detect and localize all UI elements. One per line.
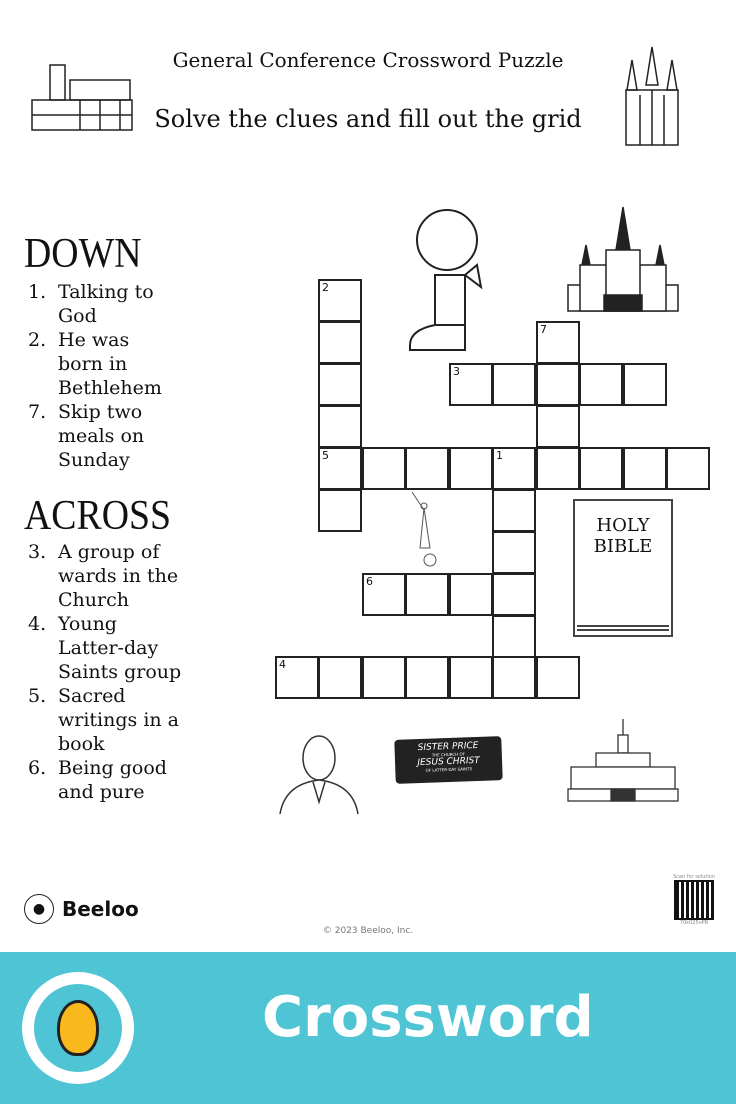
grid-cell[interactable] — [536, 321, 580, 364]
bible-title-line2: BIBLE — [593, 536, 653, 557]
grid-cell[interactable] — [536, 656, 580, 699]
grid-cell[interactable] — [536, 405, 580, 448]
grid-cell[interactable] — [492, 573, 536, 616]
qr-code-icon[interactable] — [676, 882, 712, 918]
conference-center-icon — [30, 55, 135, 133]
temple-small-icon — [566, 717, 680, 803]
praying-child-icon — [405, 205, 490, 353]
grid-cell[interactable] — [492, 447, 536, 490]
grid-cell[interactable] — [318, 279, 362, 322]
grid-cell[interactable] — [318, 363, 362, 406]
down-clue: 1. Talking to God — [28, 281, 154, 327]
grid-cell[interactable] — [492, 615, 536, 658]
brand-name: Beeloo — [62, 897, 139, 921]
down-clue: 7. Skip two meals on Sunday — [28, 401, 145, 471]
across-clue: 3. A group of wards in the Church — [28, 541, 179, 611]
grid-cell[interactable] — [318, 447, 362, 490]
beeloo-logo — [24, 894, 139, 924]
copyright: © 2023 Beeloo, Inc. — [322, 926, 414, 936]
grid-cell[interactable] — [449, 656, 493, 699]
across-clue: 5. Sacred writings in a book — [28, 685, 180, 755]
bee-icon: ● — [24, 894, 54, 924]
clue-number: 6 — [366, 575, 373, 588]
grid-cell[interactable] — [492, 656, 536, 699]
clue-number: 4 — [279, 658, 286, 671]
banner-label: Crossword — [262, 985, 594, 1050]
bee-mascot-icon — [22, 972, 134, 1084]
clue-number: 1 — [496, 449, 503, 462]
grid-cell[interactable] — [362, 447, 406, 490]
grid-cell[interactable] — [579, 363, 623, 406]
grid-cell[interactable] — [666, 447, 710, 490]
grid-cell[interactable] — [579, 447, 623, 490]
clue-number: 2 — [322, 281, 329, 294]
across-clue: 6. Being good and pure — [28, 757, 167, 803]
holy-bible-image — [573, 499, 673, 637]
grid-cell[interactable] — [492, 363, 536, 406]
down-clue: 2. He was born in Bethlehem — [28, 329, 162, 399]
down-heading: DOWN — [24, 231, 142, 277]
down-clues — [28, 280, 178, 472]
clue-number: 3 — [453, 365, 460, 378]
clue-number: 5 — [322, 449, 329, 462]
qr-block[interactable]: Scan for solution 70k025vPB — [672, 874, 715, 926]
angel-moroni-icon — [410, 490, 440, 568]
grid-cell[interactable] — [318, 489, 362, 532]
grid-cell[interactable] — [405, 573, 449, 616]
grid-cell[interactable] — [275, 656, 319, 699]
across-clues — [28, 540, 188, 804]
grid-cell[interactable] — [405, 447, 449, 490]
grid-cell[interactable] — [449, 573, 493, 616]
grid-cell[interactable] — [536, 363, 580, 406]
page-title: General Conference Crossword Puzzle — [172, 48, 564, 72]
grid-cell[interactable] — [405, 656, 449, 699]
page-subtitle: Solve the clues and fill out the grid — [154, 105, 582, 133]
grid-cell[interactable] — [449, 363, 493, 406]
grid-cell[interactable] — [623, 447, 667, 490]
temple-drawing-icon — [566, 205, 680, 313]
name-badge-image: SISTER PRICE THE CHURCH OF JESUS CHRIST OF LATTER-DAY SAINTS — [394, 736, 502, 784]
grid-cell[interactable] — [623, 363, 667, 406]
grid-cell[interactable] — [362, 656, 406, 699]
clue-number: 7 — [540, 323, 547, 336]
grid-cell[interactable] — [318, 656, 362, 699]
across-heading: ACROSS — [24, 493, 172, 539]
bible-title-line1: HOLY — [596, 515, 650, 536]
grid-cell[interactable] — [492, 531, 536, 574]
across-clue: 4. Young Latter-day Saints group — [28, 613, 182, 683]
grid-cell[interactable] — [449, 447, 493, 490]
grid-cell[interactable] — [362, 573, 406, 616]
grid-cell[interactable] — [492, 489, 536, 532]
joseph-smith-portrait-icon — [278, 730, 360, 816]
temple-icon — [622, 45, 682, 147]
grid-cell[interactable] — [318, 405, 362, 448]
grid-cell[interactable] — [536, 447, 580, 490]
grid-cell[interactable] — [318, 321, 362, 364]
